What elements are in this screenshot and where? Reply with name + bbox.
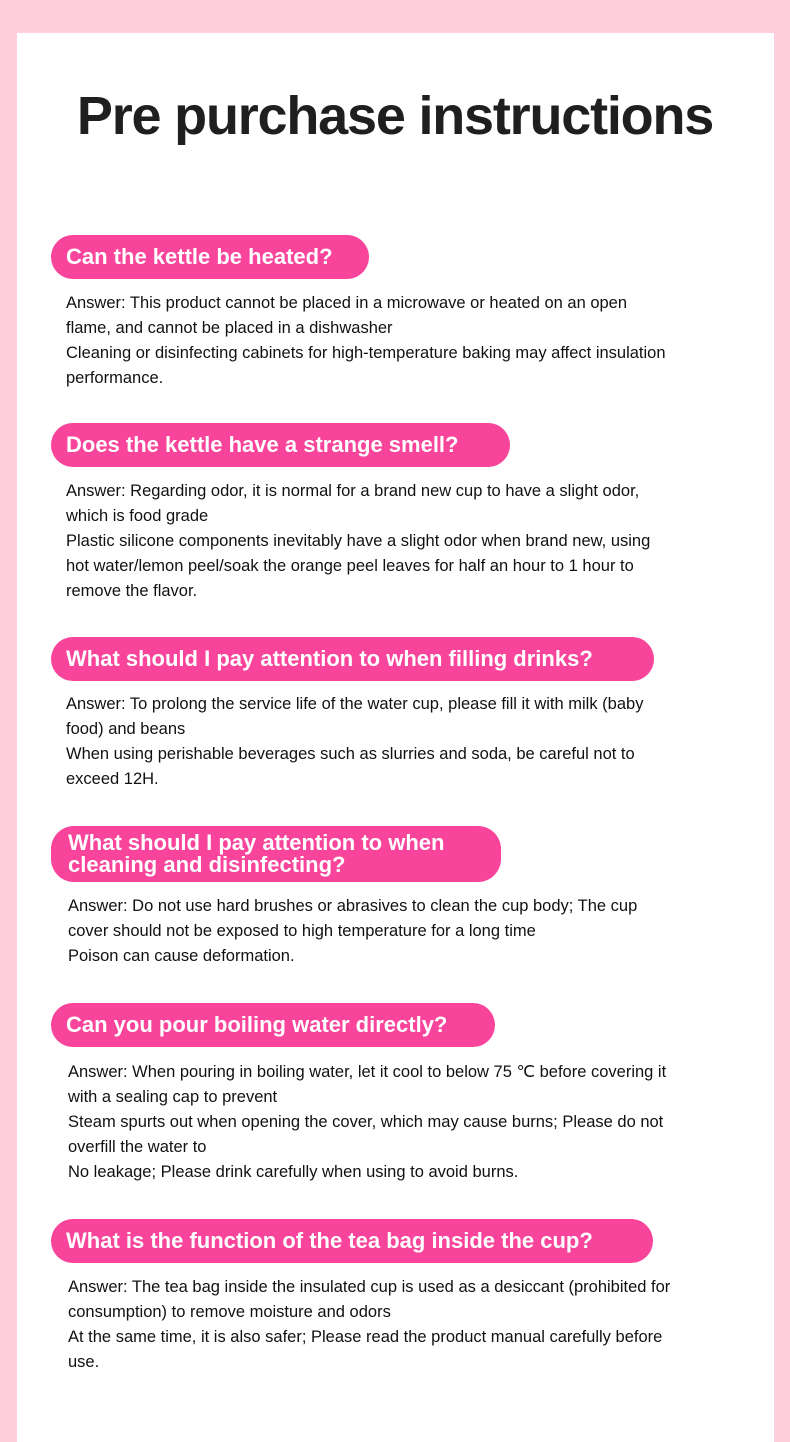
faq-answer-heated [66, 291, 666, 391]
answer-line: Answer: To prolong the service life of the water cup, please fill it with milk (baby [66, 695, 644, 713]
answer-line: consumption) to remove moisture and odors [68, 1303, 391, 1321]
faq-question-text: What is the function of the tea bag inside the cup? [66, 1228, 593, 1253]
answer-line: overfill the water to [68, 1138, 207, 1156]
faq-question-boiling [51, 1003, 495, 1047]
faq-question-tea-bag [51, 1219, 653, 1263]
faq-answer-tea-bag [68, 1275, 670, 1375]
faq-question-line: What should I pay attention to when [68, 830, 445, 855]
answer-line: Answer: Regarding odor, it is normal for a brand new cup to have a slight odor, [66, 482, 640, 500]
answer-line: exceed 12H. [66, 770, 159, 788]
answer-line: performance. [66, 369, 164, 387]
answer-line: use. [68, 1353, 100, 1371]
faq-question-cleaning [51, 826, 501, 882]
faq-question-text: What should I pay attention to when filling drinks? [66, 646, 593, 671]
answer-line: When using perishable beverages such as slurries and soda, be careful not to [66, 745, 635, 763]
faq-question-text: Can you pour boiling water directly? [66, 1012, 448, 1037]
faq-question-line: cleaning and disinfecting? [68, 852, 346, 877]
faq-answer-cleaning [68, 894, 637, 969]
answer-line: Answer: Do not use hard brushes or abrasives to clean the cup body; The cup [68, 897, 638, 915]
answer-line: Steam spurts out when opening the cover, which may cause burns; Please do not [68, 1113, 664, 1131]
answer-line: Poison can cause deformation. [68, 947, 295, 965]
faq-answer-boiling [68, 1060, 666, 1185]
faq-question-text: Can the kettle be heated? [66, 244, 333, 269]
answer-line: At the same time, it is also safer; Please read the product manual carefully before [68, 1328, 663, 1346]
faq-question-filling [51, 637, 654, 681]
faq-question-smell [51, 423, 510, 467]
answer-line: Answer: This product cannot be placed in a microwave or heated on an open [66, 294, 628, 312]
answer-line: Answer: The tea bag inside the insulated cup is used as a desiccant (prohibited for [68, 1278, 671, 1296]
answer-line: with a sealing cap to prevent [68, 1088, 278, 1106]
faq-question-heated [51, 235, 369, 279]
answer-line: No leakage; Please drink carefully when using to avoid burns. [68, 1163, 519, 1181]
answer-line: cover should not be exposed to high temperature for a long time [68, 922, 536, 940]
answer-line: remove the flavor. [66, 582, 198, 600]
answer-line: food) and beans [66, 720, 186, 738]
faq-question-text: Does the kettle have a strange smell? [66, 432, 459, 457]
faq-answer-smell [66, 479, 650, 604]
answer-line: Answer: When pouring in boiling water, let it cool to below 75 ℃ before covering it [68, 1063, 667, 1081]
faq-answer-filling [66, 692, 643, 792]
answer-line: which is food grade [66, 507, 209, 525]
answer-line: flame, and cannot be placed in a dishwasher [66, 319, 393, 337]
answer-line: Plastic silicone components inevitably have a slight odor when brand new, using [66, 532, 651, 550]
page-title: Pre purchase instructions [76, 86, 714, 146]
answer-line: hot water/lemon peel/soak the orange peel leaves for half an hour to 1 hour to [66, 557, 634, 575]
answer-line: Cleaning or disinfecting cabinets for high-temperature baking may affect insulation [66, 344, 666, 362]
